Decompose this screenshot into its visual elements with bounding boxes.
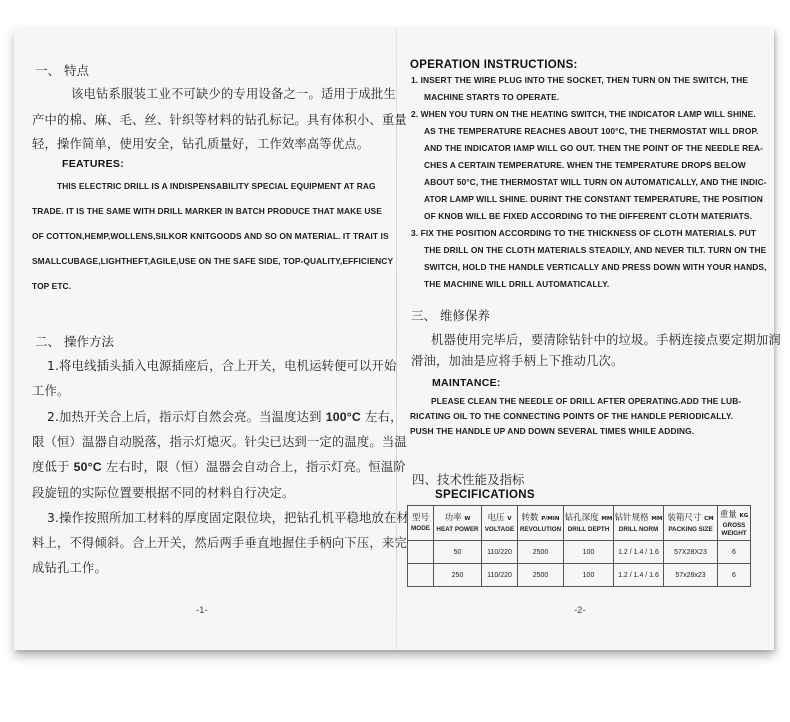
table-cell: 2500 (518, 541, 564, 564)
operation-line: SWITCH, HOLD THE HANDLE VERTICALLY AND PRESS DOWN WITH YOUR HANDS, (424, 262, 767, 272)
temperature-value: 100°C (325, 410, 362, 424)
section3-heading: 三、 维修保养 (411, 308, 490, 323)
temperature-value: 50°C (73, 460, 102, 474)
section1-line: 该电钻系服装工业不可缺少的专用设备之一。适用于成批生 (71, 87, 396, 101)
table-header-cell: 电压 V VOLTAGE (482, 506, 518, 541)
page-number-right: -2- (574, 605, 586, 616)
section3-line: 滑油，加油是应将手柄上下推动几次。 (411, 354, 624, 368)
specifications-table (407, 505, 751, 587)
step2-line: 段旋钮的实际位置要根据不同的材料自行决定。 (32, 486, 295, 500)
table-cell: 6 (718, 564, 751, 587)
table-header-row (408, 506, 751, 541)
table-cell: 100 (564, 564, 614, 587)
table-cell (408, 541, 434, 564)
table-cell: 57x28x23 (664, 564, 718, 587)
table-header-cell: 钻孔深度 MM DRILL DEPTH (564, 506, 614, 541)
table-cell: 2500 (518, 564, 564, 587)
operation-line: 2. WHEN YOU TURN ON THE HEATING SWITCH, THE INDICATOR LAMP WILL SHINE. (411, 109, 756, 119)
section4-heading: 四、技术性能及指标 (412, 472, 525, 487)
table-cell: 250 (434, 564, 482, 587)
step3-line: 成钻孔工作。 (32, 561, 107, 575)
operation-line: AND THE INDICATOR IAMP WILL GO OUT. THEN THE POINT OF THE NEEDLE REA- (424, 143, 763, 153)
section1-line: 产中的棉、麻、毛、丝、针织等材料的钻孔标记。具有体积小、重量 (32, 113, 407, 127)
operation-line: OF KNOB WILL BE FIXED ACCORDING TO THE DIFFERENT CLOTH MATERIATS. (424, 211, 752, 221)
step3-line: 3.操作按照所加工材料的厚度固定限位块，把钻孔机平稳地放在材 (47, 511, 410, 525)
operation-line: THE MACHINE WILL DRILL AUTOMATICALLY. (424, 279, 610, 289)
table-header-cell: 转数 P/MIN REVOLUTION (518, 506, 564, 541)
table-row (408, 564, 751, 587)
features-line: OF COTTON,HEMP,WOLLENS,SILKOR KNITGOODS AND SO ON MATERIAL. IT TRAIT IS (32, 231, 389, 241)
step2-line: 度低于 50°C 左右时，限（恒）温器会自动合上，指示灯亮。恒温阶 (32, 460, 406, 474)
table-cell: 1.2 / 1.4 / 1.6 (614, 541, 664, 564)
operation-line: AS THE TEMPERATURE REACHES ABOUT 100°C, THE THERMOSTAT WILL DROP. (424, 126, 759, 136)
section3-line: 机器使用完毕后，要清除钻针中的垃圾。手柄连接点要定期加润 (431, 333, 781, 347)
table-header-cell: 重量 KG GROSS WEIGHT (718, 506, 751, 541)
step1-line: 工作。 (32, 384, 70, 398)
operation-line: THE DRILL ON THE CLOTH MATERIALS STEADILY, AND NEVER TILT. TURN ON THE (424, 245, 767, 255)
operation-line: ABOUT 50°C, THE THERMOSTAT WILL TURN ON AUTOMATICALLY, AND THE INDIC- (424, 177, 767, 187)
features-line: TOP ETC. (32, 281, 72, 291)
table-cell: 50 (434, 541, 482, 564)
step2-line: 限（恒）温器自动脱落，指示灯熄灭。针尖已达到一定的温度。当温 (32, 435, 407, 449)
step3-line: 料上，不得倾斜。合上开关，然后两手垂直地握住手柄向下压，来完 (32, 536, 407, 550)
operation-line: CHES A CERTAIN TEMPERATURE. WHEN THE TEMPERATURE DROPS BELOW (424, 160, 746, 170)
operation-line: 3. FIX THE POSITION ACCORDING TO THE THICKNESS OF CLOTH MATERIALS. PUT (411, 228, 757, 238)
operation-heading: OPERATION INSTRUCTIONS: (410, 59, 578, 71)
operation-line: MACHINE STARTS TO OPERATE. (424, 92, 560, 102)
maintance-line: PLEASE CLEAN THE NEEDLE OF DRILL AFTER OPERATING.ADD THE LUB- (431, 396, 742, 406)
features-line: TRADE. IT IS THE SAME WITH DRILL MARKER IN BATCH PRODUCE THAT MAKE USE (32, 206, 382, 216)
maintance-line: RICATING OIL TO THE CONNECTING POINTS OF THE HANDLE PERIODICALLY. (410, 411, 734, 421)
operation-line: ATOR LAMP WILL SHINE. DURINT THE CONSTANT TEMPERATURE, THE POSITION (424, 194, 763, 204)
table-cell (408, 564, 434, 587)
table-header-cell: 型号 MODE (408, 506, 434, 541)
step1-line: 1.将电线插头插入电源插座后，合上开关，电机运转便可以开始 (47, 359, 397, 373)
section1-line: 轻，操作简单，使用安全，钻孔质量好，工作效率高等优点。 (32, 137, 370, 151)
table-cell: 100 (564, 541, 614, 564)
table-header-cell: 功率 W HEAT POWER (434, 506, 482, 541)
maintance-line: PUSH THE HANDLE UP AND DOWN SEVERAL TIMES WHILE ADDING. (410, 426, 695, 436)
table-cell: 6 (718, 541, 751, 564)
table-cell: 57X28X23 (664, 541, 718, 564)
features-line: SMALLCUBAGE,LIGHTHEFT,AGILE,USE ON THE SAFE SIDE, TOP-QUALITY,EFFICIENCY (32, 256, 394, 266)
features-heading: FEATURES: (62, 158, 125, 170)
table-cell: 1.2 / 1.4 / 1.6 (614, 564, 664, 587)
step2-line: 2.加热开关合上后，指示灯自然会亮。当温度达到 100°C 左右， (47, 410, 403, 424)
maintance-heading: MAINTANCE: (432, 377, 501, 389)
page-number-left: -1- (196, 605, 208, 616)
specifications-heading: SPECIFICATIONS (435, 489, 535, 501)
section2-heading: 二、 操作方法 (35, 334, 114, 349)
table-header-cell: 钻针规格 MM DRILL NORM (614, 506, 664, 541)
features-line: THIS ELECTRIC DRILL IS A INDISPENSABILITY SPECIAL EQUIPMENT AT RAG (57, 181, 376, 191)
section1-heading: 一、 特点 (35, 63, 89, 78)
operation-line: 1. INSERT THE WIRE PLUG INTO THE SOCKET, THEN TURN ON THE SWITCH, THE (411, 75, 749, 85)
table-cell: 110/220 (482, 564, 518, 587)
table-row (408, 541, 751, 564)
table-header-cell: 装箱尺寸 CM PACKING SIZE (664, 506, 718, 541)
table-cell: 110/220 (482, 541, 518, 564)
